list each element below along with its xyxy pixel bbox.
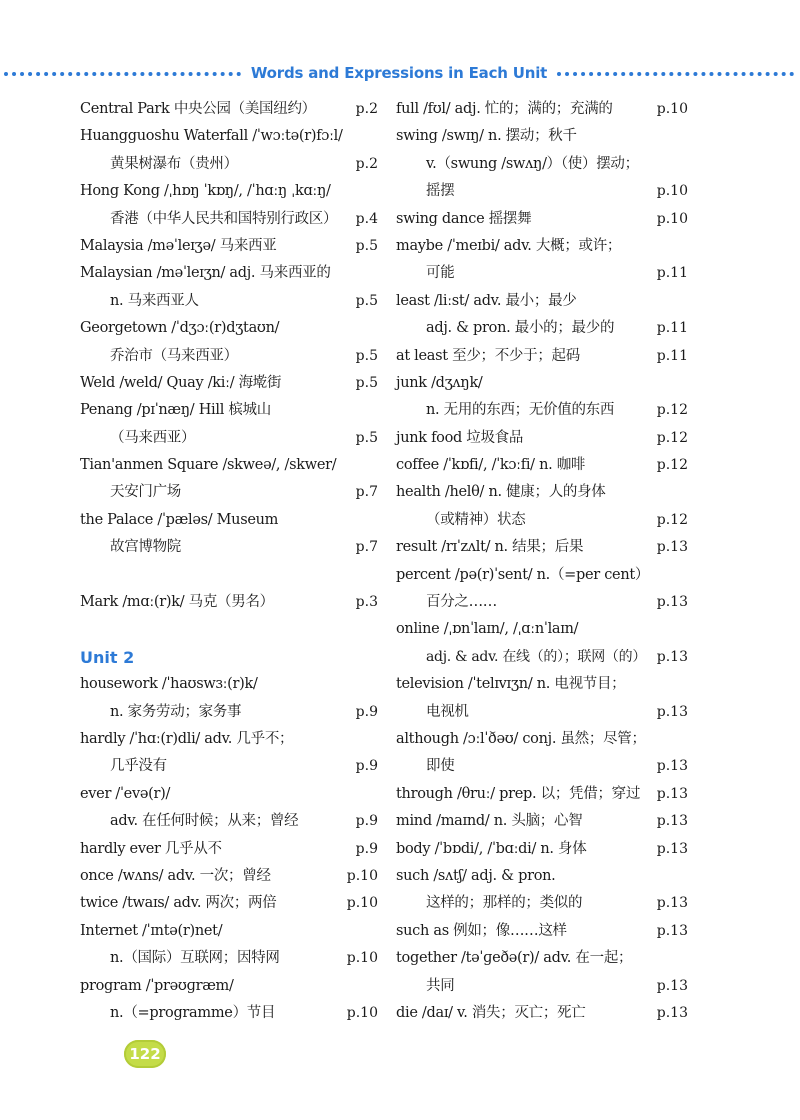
vocab-text: health /helθ/ n. 健康；人的身体 bbox=[396, 484, 606, 501]
vocab-line bbox=[396, 370, 688, 397]
vocab-line bbox=[396, 260, 688, 287]
header-dotted-rule-left bbox=[4, 72, 241, 76]
vocab-page-ref: p.13 bbox=[656, 758, 688, 775]
vocab-text: Malaysian /məˈleɪʒn/ adj. 马来西亚的 bbox=[80, 265, 331, 282]
vocab-page-ref: p.5 bbox=[355, 374, 378, 391]
vocab-line bbox=[396, 808, 688, 835]
vocab-text: at least 至少；不少于；起码 bbox=[396, 347, 580, 364]
vocab-line bbox=[396, 288, 688, 315]
vocab-line bbox=[80, 534, 378, 561]
vocab-line bbox=[396, 726, 688, 753]
vocab-page-ref: p.9 bbox=[355, 758, 378, 775]
vocab-line bbox=[80, 425, 378, 452]
vocab-line bbox=[80, 836, 378, 863]
vocab-page-ref: p.7 bbox=[355, 539, 378, 556]
vocab-line bbox=[80, 370, 378, 397]
vocab-line bbox=[396, 178, 688, 205]
vocab-line bbox=[396, 671, 688, 698]
vocab-page-ref: p.13 bbox=[656, 922, 688, 939]
vocab-line bbox=[80, 206, 378, 233]
vocab-line bbox=[396, 1000, 688, 1027]
vocab-text: n.（国际）互联网；因特网 bbox=[110, 950, 280, 967]
vocab-text: junk /dʒʌŋk/ bbox=[396, 374, 483, 391]
vocab-line bbox=[80, 808, 378, 835]
vocab-line bbox=[80, 890, 378, 917]
vocab-page-ref: p.11 bbox=[656, 265, 688, 282]
vocab-line bbox=[396, 753, 688, 780]
vocab-line bbox=[396, 534, 688, 561]
vocab-text: Huangguoshu Waterfall /ˈwɔːtə(r)fɔːl/ bbox=[80, 128, 343, 145]
vocab-text: die /daɪ/ v. 消失；灭亡；死亡 bbox=[396, 1004, 586, 1021]
vocab-text: mind /maɪnd/ n. 头脑；心智 bbox=[396, 813, 583, 830]
unit-heading: Unit 2 bbox=[80, 647, 135, 667]
vocab-page-ref: p.13 bbox=[656, 1004, 688, 1021]
vocab-line bbox=[396, 836, 688, 863]
vocab-line bbox=[80, 288, 378, 315]
vocab-text: program /ˈprəʊɡræm/ bbox=[80, 977, 234, 994]
vocab-line bbox=[396, 507, 688, 534]
vocab-page-ref: p.5 bbox=[355, 237, 378, 254]
vocab-text: full /fʊl/ adj. 忙的；满的；充满的 bbox=[396, 101, 613, 117]
vocab-text: 乔治市（马来西亚） bbox=[110, 347, 238, 364]
vocab-page-ref: p.4 bbox=[355, 210, 378, 227]
vocab-line bbox=[396, 206, 688, 233]
vocab-text: swing /swɪŋ/ n. 摆动；秋千 bbox=[396, 128, 577, 145]
vocab-text: 摇摆 bbox=[426, 183, 455, 200]
vocab-text: v.（swung /swʌŋ/）（使）摆动； bbox=[426, 155, 639, 172]
vocab-page-ref: p.2 bbox=[355, 155, 378, 172]
vocab-page-ref: p.12 bbox=[656, 402, 688, 419]
vocab-page-ref: p.3 bbox=[355, 594, 378, 611]
vocab-page-ref: p.2 bbox=[355, 101, 378, 117]
vocab-page-ref: p.13 bbox=[656, 977, 688, 994]
vocab-text: （马来西亚） bbox=[110, 429, 196, 446]
vocab-page-ref: p.9 bbox=[355, 813, 378, 830]
vocab-text: Georgetown /ˈdʒɔː(r)dʒtaʊn/ bbox=[80, 320, 280, 337]
blank-line bbox=[80, 616, 378, 643]
vocab-text: Malaysia /məˈleɪʒə/ 马来西亚 bbox=[80, 237, 277, 254]
vocab-line bbox=[80, 589, 378, 616]
vocab-text: Internet /ˈɪntə(r)net/ bbox=[80, 922, 223, 939]
vocab-text: n.（=programme）节目 bbox=[110, 1004, 276, 1021]
vocab-text: n. 家务劳动；家务事 bbox=[110, 703, 242, 720]
vocab-line bbox=[80, 151, 378, 178]
vocab-line bbox=[80, 863, 378, 890]
vocab-text: Central Park 中央公园（美国纽约） bbox=[80, 101, 316, 117]
vocab-page-ref: p.10 bbox=[656, 210, 688, 227]
vocab-line bbox=[80, 123, 378, 150]
vocab-text: Tian'anmen Square /skweə/, /skwer/ bbox=[80, 457, 337, 474]
vocab-page-ref: p.12 bbox=[656, 429, 688, 446]
vocab-page-ref: p.11 bbox=[656, 320, 688, 337]
vocab-line bbox=[396, 918, 688, 945]
vocab-line bbox=[396, 781, 688, 808]
vocab-text: 这样的；那样的；类似的 bbox=[426, 895, 583, 912]
vocab-page-ref: p.10 bbox=[346, 867, 378, 884]
vocab-line bbox=[396, 644, 688, 671]
vocab-page-ref: p.13 bbox=[656, 785, 688, 802]
vocab-text: 即使 bbox=[426, 758, 455, 775]
vocab-text: （或精神）状态 bbox=[426, 511, 526, 528]
vocab-text: result /rɪˈzʌlt/ n. 结果；后果 bbox=[396, 539, 584, 556]
header-dotted-rule-right bbox=[557, 72, 794, 76]
vocab-text: adj. & adv. 在线（的）；联网（的） bbox=[426, 648, 647, 665]
vocab-text: swing dance 摇摆舞 bbox=[396, 210, 532, 227]
vocab-text: 香港（中华人民共和国特别行政区） bbox=[110, 210, 338, 227]
vocab-page-ref: p.13 bbox=[656, 594, 688, 611]
vocab-text: n. 无用的东西；无价值的东西 bbox=[426, 402, 615, 419]
vocab-text: 故宫博物院 bbox=[110, 539, 181, 556]
vocab-page-ref: p.13 bbox=[656, 539, 688, 556]
page-header-title: Words and Expressions in Each Unit bbox=[250, 64, 548, 82]
vocab-page-ref: p.9 bbox=[355, 840, 378, 857]
vocab-page-ref: p.12 bbox=[656, 457, 688, 474]
vocab-text: although /ɔːlˈðəʊ/ conj. 虽然；尽管； bbox=[396, 730, 646, 747]
vocab-page-ref: p.9 bbox=[355, 703, 378, 720]
vocab-line bbox=[396, 562, 688, 589]
vocab-text: body /ˈbɒdi/, /ˈbɑːdi/ n. 身体 bbox=[396, 840, 587, 857]
vocab-line bbox=[80, 945, 378, 972]
vocab-line bbox=[80, 699, 378, 726]
vocab-line bbox=[396, 123, 688, 150]
vocab-line bbox=[80, 452, 378, 479]
vocab-line bbox=[80, 918, 378, 945]
vocab-page-ref: p.5 bbox=[355, 292, 378, 309]
vocab-line bbox=[396, 890, 688, 917]
vocab-line bbox=[80, 781, 378, 808]
vocab-page-ref: p.13 bbox=[656, 813, 688, 830]
vocab-line bbox=[396, 315, 688, 342]
vocab-text: coffee /ˈkɒfi/, /ˈkɔːfi/ n. 咖啡 bbox=[396, 457, 586, 474]
vocab-line bbox=[396, 151, 688, 178]
vocab-text: 电视机 bbox=[426, 703, 469, 720]
vocab-line bbox=[396, 479, 688, 506]
vocab-text: adv. 在任何时候；从来；曾经 bbox=[110, 813, 299, 830]
vocab-line bbox=[80, 343, 378, 370]
vocab-text: through /θruː/ prep. 以；凭借；穿过 bbox=[396, 785, 641, 802]
vocab-text: Hong Kong /ˌhɒŋ ˈkɒŋ/, /ˈhɑːŋ ˌkɑːŋ/ bbox=[80, 183, 331, 200]
vocab-line bbox=[80, 479, 378, 506]
vocab-line bbox=[80, 260, 378, 287]
vocab-page-ref: p.5 bbox=[355, 429, 378, 446]
vocab-line bbox=[80, 671, 378, 698]
vocab-text: least /liːst/ adv. 最小；最少 bbox=[396, 292, 577, 309]
vocab-page-ref: p.10 bbox=[346, 950, 378, 967]
vocab-text: 天安门广场 bbox=[110, 484, 181, 501]
vocab-text: such /sʌtʃ/ adj. & pron. bbox=[396, 867, 556, 884]
vocab-page-ref: p.10 bbox=[346, 1004, 378, 1021]
vocab-line bbox=[80, 726, 378, 753]
vocab-text: the Palace /ˈpæləs/ Museum bbox=[80, 511, 279, 528]
vocab-text: together /təˈɡeðə(r)/ adv. 在一起； bbox=[396, 950, 633, 967]
vocab-line bbox=[80, 178, 378, 205]
vocab-line bbox=[80, 397, 378, 424]
vocab-text: hardly /ˈhɑː(r)dli/ adv. 几乎不； bbox=[80, 730, 294, 747]
vocab-page-ref: p.10 bbox=[656, 183, 688, 200]
vocab-text: 可能 bbox=[426, 265, 455, 282]
vocab-page-ref: p.10 bbox=[346, 895, 378, 912]
vocab-page-ref: p.10 bbox=[656, 101, 688, 117]
vocab-page-ref: p.13 bbox=[656, 703, 688, 720]
vocab-page-ref: p.12 bbox=[656, 511, 688, 528]
vocab-line bbox=[80, 753, 378, 780]
vocab-line bbox=[396, 96, 688, 123]
vocab-text: Mark /mɑː(r)k/ 马克（男名） bbox=[80, 594, 274, 611]
right-column bbox=[396, 96, 688, 1027]
vocab-text: once /wʌns/ adv. 一次；曾经 bbox=[80, 867, 271, 884]
vocab-line bbox=[396, 452, 688, 479]
vocab-line bbox=[396, 973, 688, 1000]
page-number-badge: 122 bbox=[124, 1040, 166, 1068]
vocab-text: housework /ˈhaʊswɜː(r)k/ bbox=[80, 676, 258, 693]
vocab-page-ref: p.5 bbox=[355, 347, 378, 364]
vocab-text: maybe /ˈmeɪbi/ adv. 大概；或许； bbox=[396, 237, 622, 254]
vocab-text: ever /ˈevə(r)/ bbox=[80, 785, 171, 802]
vocab-text: 几乎没有 bbox=[110, 758, 167, 775]
page-header bbox=[0, 58, 800, 88]
vocab-text: percent /pə(r)ˈsent/ n.（=per cent） bbox=[396, 566, 650, 583]
vocab-page-ref: p.11 bbox=[656, 347, 688, 364]
vocab-line bbox=[396, 699, 688, 726]
vocab-text: television /ˈtelɪvɪʒn/ n. 电视节目； bbox=[396, 676, 626, 693]
vocab-line bbox=[396, 945, 688, 972]
vocab-text: junk food 垃圾食品 bbox=[396, 429, 524, 446]
vocab-text: adj. & pron. 最小的；最少的 bbox=[426, 320, 615, 337]
vocab-text: Penang /pɪˈnæŋ/ Hill 槟城山 bbox=[80, 402, 271, 419]
vocab-page-ref: p.7 bbox=[355, 484, 378, 501]
vocab-line bbox=[80, 233, 378, 260]
vocab-line bbox=[396, 233, 688, 260]
vocab-text: Weld /weld/ Quay /kiː/ 海墘街 bbox=[80, 374, 282, 391]
vocab-line bbox=[396, 589, 688, 616]
vocab-text: hardly ever 几乎从不 bbox=[80, 840, 222, 857]
blank-line bbox=[80, 562, 378, 589]
left-column bbox=[80, 96, 378, 1027]
vocab-text: such as 例如；像……这样 bbox=[396, 922, 567, 939]
vocab-text: 黄果树瀑布（贵州） bbox=[110, 155, 238, 172]
vocab-line bbox=[80, 96, 378, 123]
vocab-line bbox=[80, 973, 378, 1000]
vocab-text: 百分之…… bbox=[426, 594, 497, 611]
vocab-line bbox=[80, 315, 378, 342]
vocab-line bbox=[396, 616, 688, 643]
vocab-line bbox=[80, 507, 378, 534]
vocab-line bbox=[396, 425, 688, 452]
vocab-text: n. 马来西亚人 bbox=[110, 292, 199, 309]
vocab-page-ref: p.13 bbox=[656, 648, 688, 665]
vocab-line bbox=[396, 863, 688, 890]
vocab-line bbox=[80, 1000, 378, 1027]
vocab-line bbox=[396, 397, 688, 424]
vocab-page-ref: p.13 bbox=[656, 840, 688, 857]
vocab-text: online /ˌɒnˈlaɪn/, /ˌɑːnˈlaɪn/ bbox=[396, 621, 579, 638]
vocab-page-ref: p.13 bbox=[656, 895, 688, 912]
vocab-text: 共同 bbox=[426, 977, 455, 994]
vocab-text: twice /twaɪs/ adv. 两次；两倍 bbox=[80, 895, 277, 912]
vocab-line bbox=[396, 343, 688, 370]
